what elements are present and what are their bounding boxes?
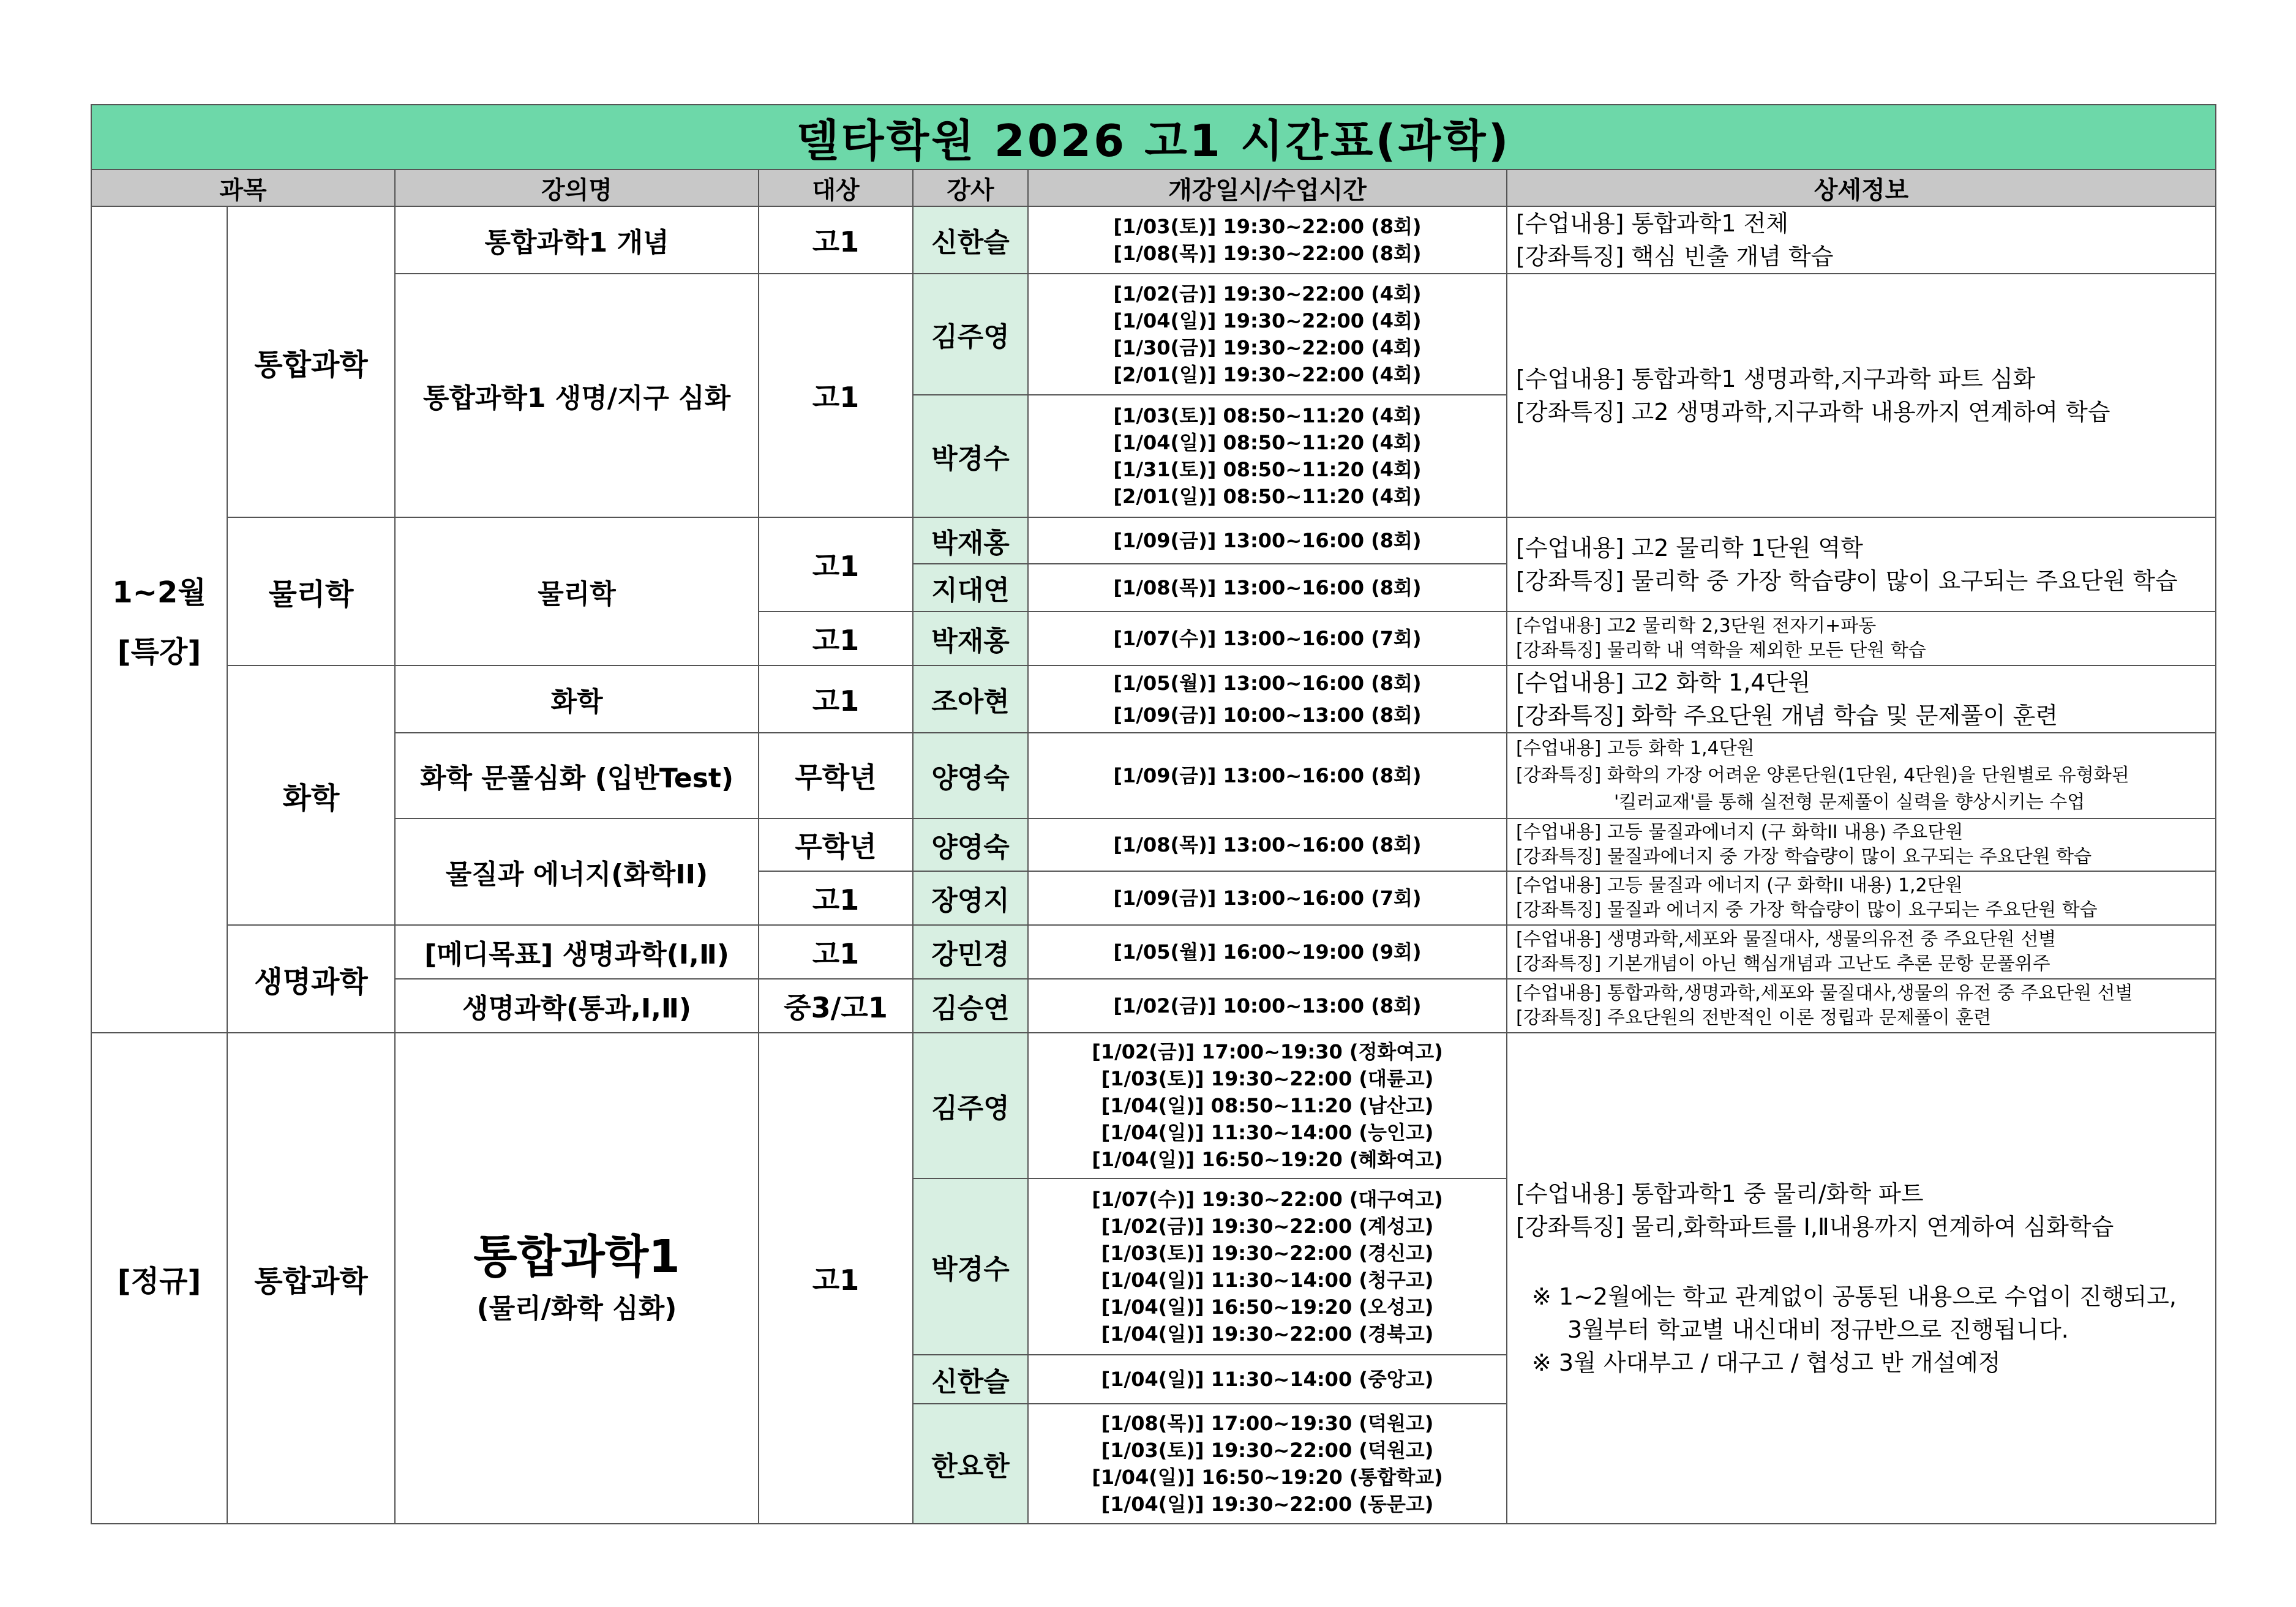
lecture-name: 화학 문풀심화 (입반Test) — [395, 733, 759, 818]
section-regular: [정규] — [91, 1033, 227, 1524]
detail-cell: [수업내용] 고등 물질과 에너지 (구 화학II 내용) 1,2단원 [강좌특징] 물질과 에너지 중 가장 학습량이 많이 요구되는 주요단원 학습 — [1507, 871, 2216, 925]
header-schedule: 개강일시/수업시간 — [1028, 170, 1507, 206]
table-row — [91, 925, 2216, 979]
header-lecture: 강의명 — [395, 170, 759, 206]
teacher-name: 조아현 — [913, 665, 1028, 733]
target-grade: 고1 — [759, 274, 913, 517]
header-subject: 과목 — [91, 170, 395, 206]
header-detail: 상세정보 — [1507, 170, 2216, 206]
teacher-name: 박경수 — [913, 1178, 1028, 1355]
schedule-cell: [1/08(목)] 13:00~16:00 (8회) — [1028, 564, 1507, 612]
target-grade: 고1 — [759, 665, 913, 733]
target-grade: 고1 — [759, 1033, 913, 1524]
notice-line: ※ 3월 사대부고 / 대구고 / 협성고 반 개설예정 — [1532, 1349, 2001, 1376]
schedule-cell: [1/03(토)] 08:50~11:20 (4회) [1/04(일)] 08:50~11:20 (4회) [1/31(토)] 08:50~11:20 (4회) [2/01(일)] 08:50~11:20 (4회) — [1028, 395, 1507, 517]
header-target: 대상 — [759, 170, 913, 206]
teacher-name: 박경수 — [913, 395, 1028, 517]
notice-line: ※ 1~2월에는 학교 관계없이 공통된 내용으로 수업이 진행되고, — [1532, 1283, 2177, 1310]
target-grade: 고1 — [759, 925, 913, 979]
subject-chemistry: 화학 — [227, 665, 395, 925]
detail-cell: [수업내용] 고등 화학 1,4단원 [강좌특징] 화학의 가장 어려운 양론단원(1단원, 4단원)을 단원별로 유형화된 '킬러교재'를 통해 실전형 문제풀이 실력을 향상시키는 수업 — [1507, 733, 2216, 818]
schedule-cell: [1/07(수)] 13:00~16:00 (7회) — [1028, 612, 1507, 665]
table-row — [91, 665, 2216, 733]
detail-cell: [수업내용] 통합과학1 생명과학,지구과학 파트 심화 [강좌특징] 고2 생명과학,지구과학 내용까지 연계하여 학습 — [1507, 274, 2216, 517]
detail-cell: [수업내용] 고2 물리학 1단원 역학 [강좌특징] 물리학 중 가장 학습량이 많이 요구되는 주요단원 학습 — [1507, 517, 2216, 612]
target-grade: 고1 — [759, 612, 913, 665]
table-row — [91, 979, 2216, 1033]
lecture-name: 생명과학(통과,Ⅰ,Ⅱ) — [395, 979, 759, 1033]
schedule-cell: [1/02(금)] 17:00~19:30 (정화여고) [1/03(토)] 19:30~22:00 (대륜고) [1/04(일)] 08:50~11:20 (남산고) [1/04(일)] 11:30~14:00 (능인고) [1/04(일)] 16:50~19:20 (혜화여고) — [1028, 1033, 1507, 1178]
subject-integrated-regular: 통합과학 — [227, 1033, 395, 1524]
subject-biology: 생명과학 — [227, 925, 395, 1033]
schedule-cell: [1/02(금)] 10:00~13:00 (8회) — [1028, 979, 1507, 1033]
teacher-name: 신한슬 — [913, 206, 1028, 274]
target-grade: 무학년 — [759, 818, 913, 871]
table-row — [91, 206, 2216, 274]
detail-cell: [수업내용] 통합과학1 전체 [강좌특징] 핵심 빈출 개념 학습 — [1507, 206, 2216, 274]
target-grade: 고1 — [759, 871, 913, 925]
schedule-cell: [1/05(월)] 13:00~16:00 (8회) [1/09(금)] 10:00~13:00 (8회) — [1028, 665, 1507, 733]
table-row — [91, 1033, 2216, 1178]
notice-line: 3월부터 학교별 내신대비 정규반으로 진행됩니다. — [1567, 1316, 2069, 1343]
section-special: 1~2월 [특강] — [91, 206, 227, 1033]
teacher-name: 지대연 — [913, 564, 1028, 612]
subject-integrated: 통합과학 — [227, 206, 395, 517]
teacher-name: 김주영 — [913, 274, 1028, 395]
target-grade: 고1 — [759, 517, 913, 612]
schedule-cell: [1/05(월)] 16:00~19:00 (9회) — [1028, 925, 1507, 979]
teacher-name: 박재홍 — [913, 612, 1028, 665]
schedule-cell: [1/04(일)] 11:30~14:00 (중앙고) — [1028, 1355, 1507, 1404]
schedule-cell: [1/02(금)] 19:30~22:00 (4회) [1/04(일)] 19:30~22:00 (4회) [1/30(금)] 19:30~22:00 (4회) [2/01(일)] 19:30~22:00 (4회) — [1028, 274, 1507, 395]
subject-physics: 물리학 — [227, 517, 395, 665]
detail-cell: [수업내용] 통합과학,생명과학,세포와 물질대사,생물의 유전 중 주요단원 선별 [강좌특징] 주요단원의 전반적인 이론 정립과 문제풀이 훈련 — [1507, 979, 2216, 1033]
teacher-name: 양영숙 — [913, 733, 1028, 818]
lecture-name: 화학 — [395, 665, 759, 733]
lecture-name: 통합과학1 (물리/화학 심화) — [395, 1033, 759, 1524]
schedule-cell: [1/09(금)] 13:00~16:00 (8회) — [1028, 733, 1507, 818]
detail-cell: [수업내용] 생명과학,세포와 물질대사, 생물의유전 중 주요단원 선별 [강좌특징] 기본개념이 아닌 핵심개념과 고난도 추론 문항 문풀위주 — [1507, 925, 2216, 979]
table-row — [91, 274, 2216, 395]
schedule-cell: [1/09(금)] 13:00~16:00 (8회) — [1028, 517, 1507, 564]
table-row — [91, 818, 2216, 871]
detail-cell: [수업내용] 통합과학1 중 물리/화학 파트 [강좌특징] 물리,화학파트를 Ⅰ,Ⅱ내용까지 연계하여 심화학습 ※ 1~2월에는 학교 관계없이 공통된 내용으로 수업이 진행되고, 3월부터 학교별 내신대비 정규반으로 진행됩니다. ※ 3월 사대부고 / 대구고 / 협성고 반 개설예정 — [1507, 1033, 2216, 1524]
lecture-name: 통합과학1 개념 — [395, 206, 759, 274]
timetable-sheet — [91, 104, 2215, 1524]
lecture-name: 통합과학1 생명/지구 심화 — [395, 274, 759, 517]
lecture-name: 물질과 에너지(화학II) — [395, 818, 759, 925]
detail-cell: [수업내용] 고등 물질과에너지 (구 화학II 내용) 주요단원 [강좌특징] 물질과에너지 중 가장 학습량이 많이 요구되는 주요단원 학습 — [1507, 818, 2216, 871]
teacher-name: 박재홍 — [913, 517, 1028, 564]
schedule-cell: [1/08(목)] 13:00~16:00 (8회) — [1028, 818, 1507, 871]
page-title: 델타학원 2026 고1 시간표(과학) — [91, 105, 2216, 170]
teacher-name: 한요한 — [913, 1404, 1028, 1524]
teacher-name: 양영숙 — [913, 818, 1028, 871]
table-row — [91, 517, 2216, 564]
schedule-cell: [1/09(금)] 13:00~16:00 (7회) — [1028, 871, 1507, 925]
table-row — [91, 733, 2216, 818]
teacher-name: 장영지 — [913, 871, 1028, 925]
teacher-name: 김주영 — [913, 1033, 1028, 1178]
schedule-cell: [1/08(목)] 17:00~19:30 (덕원고) [1/03(토)] 19:30~22:00 (덕원고) [1/04(일)] 16:50~19:20 (통합학교) [1/04(일)] 19:30~22:00 (동문고) — [1028, 1404, 1507, 1524]
timetable — [91, 104, 2216, 1524]
teacher-name: 신한슬 — [913, 1355, 1028, 1404]
schedule-cell: [1/03(토)] 19:30~22:00 (8회) [1/08(목)] 19:30~22:00 (8회) — [1028, 206, 1507, 274]
header-teacher: 강사 — [913, 170, 1028, 206]
teacher-name: 강민경 — [913, 925, 1028, 979]
lecture-name: [메디목표] 생명과학(Ⅰ,Ⅱ) — [395, 925, 759, 979]
schedule-cell: [1/07(수)] 19:30~22:00 (대구여고) [1/02(금)] 19:30~22:00 (계성고) [1/03(토)] 19:30~22:00 (경신고) [1/04(일)] 11:30~14:00 (청구고) [1/04(일)] 16:50~19:20 (오성고) [1/04(일)] 19:30~22:00 (경북고) — [1028, 1178, 1507, 1355]
target-grade: 무학년 — [759, 733, 913, 818]
target-grade: 고1 — [759, 206, 913, 274]
teacher-name: 김승연 — [913, 979, 1028, 1033]
target-grade: 중3/고1 — [759, 979, 913, 1033]
detail-cell: [수업내용] 고2 화학 1,4단원 [강좌특징] 화학 주요단원 개념 학습 및 문제풀이 훈련 — [1507, 665, 2216, 733]
detail-cell: [수업내용] 고2 물리학 2,3단원 전자기+파동 [강좌특징] 물리학 내 역학을 제외한 모든 단원 학습 — [1507, 612, 2216, 665]
lecture-name: 물리학 — [395, 517, 759, 665]
